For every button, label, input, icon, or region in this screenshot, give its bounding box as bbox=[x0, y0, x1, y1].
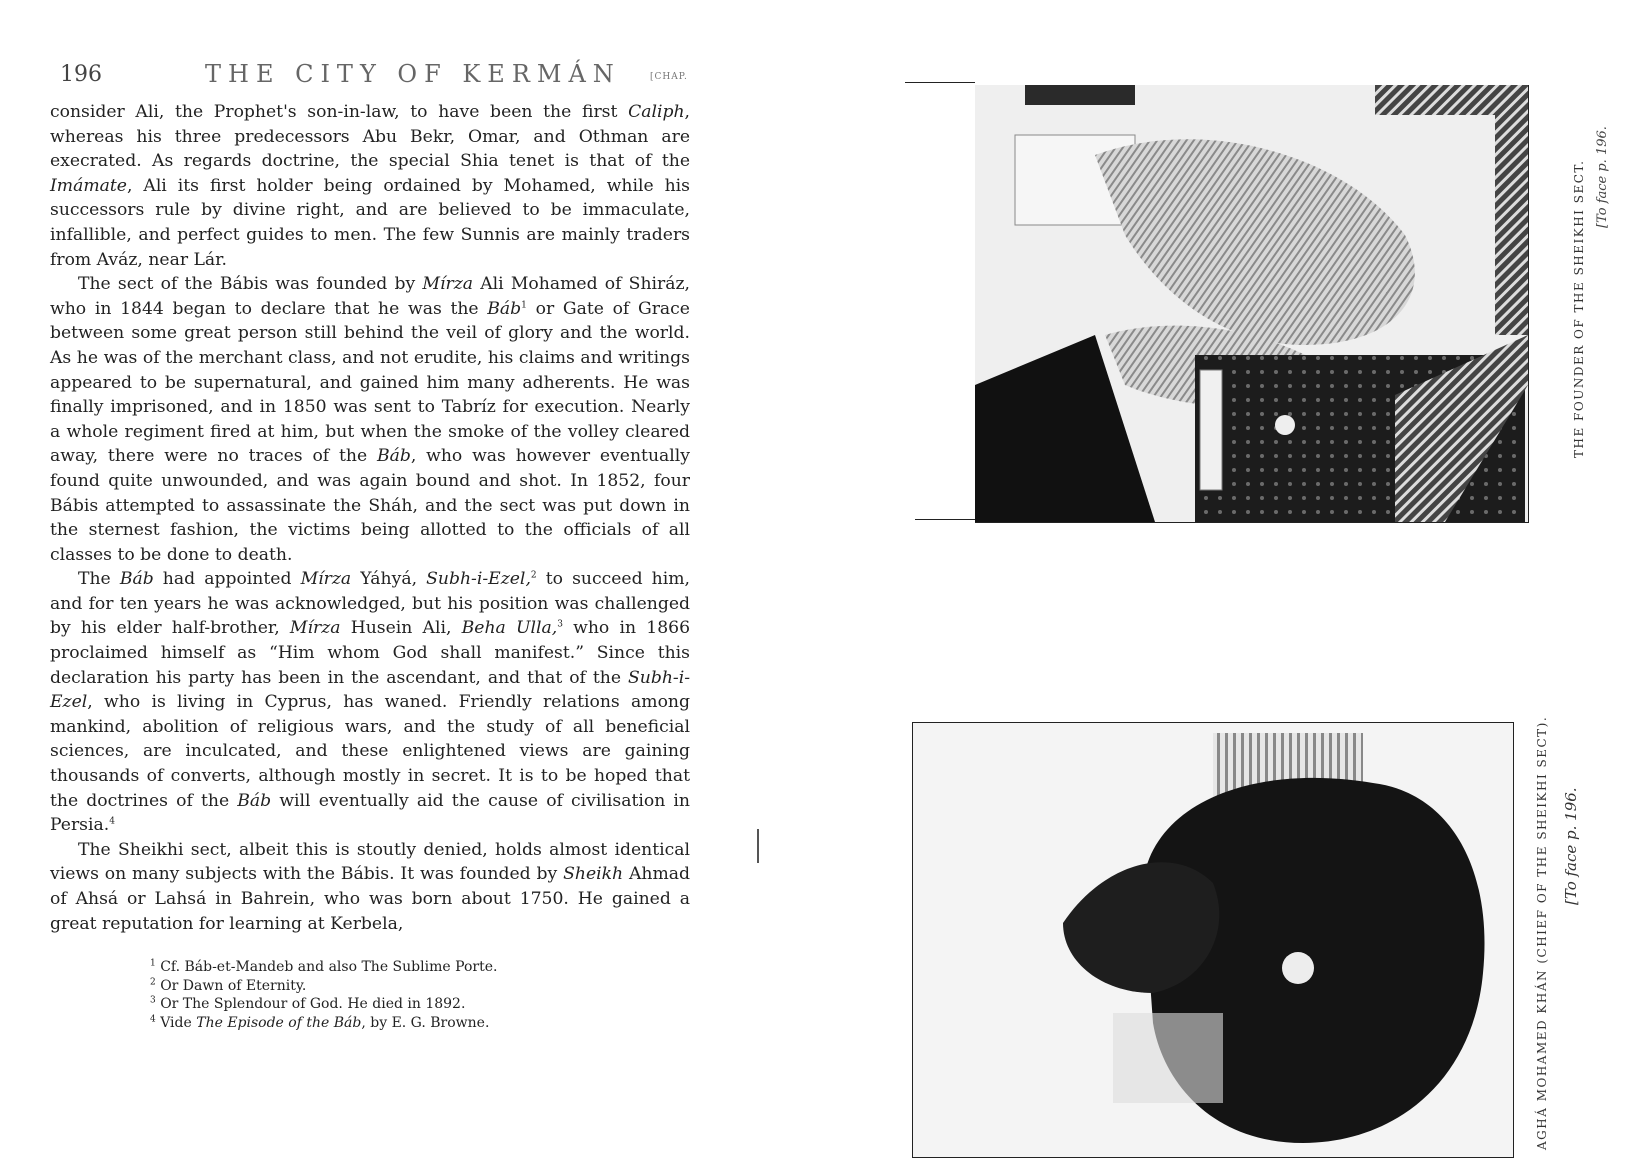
page-number: 196 bbox=[60, 62, 102, 87]
text-run: who in 1866 proclaimed himself as “Him whom God shall manifest.” Since this declaration his party has been in the ascendant, and that of the bbox=[50, 618, 690, 688]
left-page bbox=[50, 58, 690, 1033]
running-title-chapter: [CHAP. bbox=[650, 72, 688, 82]
text-run: to succeed him, and for ten years he was acknowledged, but his position was challenged by his elder half-brother, bbox=[50, 569, 690, 639]
italic-text: Beha Ulla bbox=[461, 618, 552, 639]
plate-chief-photo bbox=[912, 722, 1514, 1158]
italic-text: Sheikh bbox=[563, 864, 624, 885]
text-run: The sect of the Bábis was founded by bbox=[78, 274, 423, 295]
text-run: will eventually aid the cause of civilisation in Persia. bbox=[50, 790, 690, 836]
italic-text: The Episode of the Báb bbox=[196, 1014, 362, 1031]
plate-facing-note-founder: [To face p. 196. bbox=[1595, 126, 1610, 228]
italic-text: Báb bbox=[487, 298, 522, 319]
paragraph bbox=[50, 567, 690, 838]
text-run: Ali Mohamed of Shiráz, who in 1844 began to declare that he was the bbox=[50, 274, 691, 319]
text-run: Or Dawn of Eternity. bbox=[160, 977, 307, 994]
text-run: The Sheikhi sect, albeit this is stoutly denied, holds almost identical views on many subjects with the Bábis. It was founded by bbox=[50, 839, 690, 885]
text-run: Husein Ali, bbox=[340, 618, 462, 639]
footnote-ref: 2 bbox=[530, 570, 537, 581]
text-run: , who was however eventually found quite unwounded, and was again bound and shot. In 1852, four Bábis attempted to assassinate the Sháh, and the sect was put down in the sternest fashion, the victims being allotted to the officials of all classes to be done to death. bbox=[50, 446, 690, 565]
page-header bbox=[50, 58, 690, 94]
italic-text: Báb bbox=[376, 446, 411, 467]
text-run: consider Ali, the Prophet's son-in-law, to have been the first bbox=[50, 102, 629, 122]
footnote bbox=[150, 958, 690, 977]
italic-text: , bbox=[551, 618, 558, 639]
italic-text: Subh-i-Ezel bbox=[50, 667, 690, 713]
text-run: Or The Splendour of God. He died in 1892. bbox=[160, 996, 466, 1013]
footnote-mark: 1 bbox=[150, 958, 156, 969]
plate-caption-founder: THE FOUNDER OF THE SHEIKHI SECT. bbox=[1572, 159, 1586, 458]
italic-text: Caliph bbox=[628, 102, 685, 122]
footnote bbox=[150, 995, 690, 1014]
italic-text: Subh-i-Ezel bbox=[426, 569, 526, 590]
italic-text: Mírza bbox=[300, 569, 352, 590]
chief-photo-image bbox=[913, 723, 1513, 1157]
italic-text: Mírza bbox=[289, 618, 341, 639]
text-run: , who is living in Cyprus, has waned. Friendly relations among mankind, abolition of religious wars, and the study of all beneficial sciences, are inculcated, and these enlightened views are gaining thousands of converts, although mostly in secret. It is to be hoped that the doctrines of the bbox=[50, 692, 690, 811]
italic-text: Imámate bbox=[50, 175, 127, 196]
footnote-mark: 2 bbox=[150, 977, 156, 988]
footnote-ref: 3 bbox=[557, 619, 563, 630]
founder-photo-image bbox=[975, 85, 1528, 522]
text-run: The bbox=[78, 569, 120, 590]
text-run: or Gate of Grace between some great person still behind the veil of glory and the world. As he was of the merchant class, and not erudite, his claims and writings appeared to be supernatural, and gained him many adherents. He was finally imprisoned, and in 1850 was sent to Tabríz for execution. Nearly a whole regiment fired at him, but when the smoke of the volley cleared away, there were no traces of the bbox=[50, 298, 690, 467]
text-run: , by E. G. Browne. bbox=[361, 1014, 490, 1031]
gutter-mark bbox=[757, 829, 759, 863]
plate-caption-chief: AGHÁ MOHAMED KHÁN (CHIEF OF THE SHEIKHI SECT). bbox=[1535, 715, 1549, 1150]
italic-text: Báb bbox=[119, 569, 154, 590]
italic-text: Mírza bbox=[422, 274, 474, 295]
text-run: , whereas his three predecessors Abu Bekr, Omar, and Othman are execrated. As regards doctrine, the special Shia tenet is that of the bbox=[50, 102, 690, 172]
plate-facing-note-chief: [To face p. 196. bbox=[1562, 787, 1580, 905]
footnote-mark: 3 bbox=[150, 995, 156, 1006]
footnote bbox=[150, 977, 690, 996]
footnote-mark: 4 bbox=[150, 1014, 156, 1025]
running-title: THE CITY OF KERMÁN bbox=[205, 60, 621, 88]
plate-bottom-rule bbox=[915, 519, 975, 520]
italic-text: , bbox=[525, 569, 531, 590]
text-run: Vide bbox=[160, 1014, 197, 1031]
footnote-ref: 1 bbox=[521, 300, 527, 311]
paragraph bbox=[50, 838, 690, 936]
footnote-ref: 4 bbox=[109, 816, 115, 827]
body-text bbox=[50, 100, 690, 936]
paragraph bbox=[50, 272, 690, 567]
plate-top-rule bbox=[905, 82, 975, 83]
footnotes bbox=[50, 958, 690, 1032]
italic-text: Báb bbox=[237, 790, 272, 811]
paragraph bbox=[50, 100, 690, 272]
footnote bbox=[150, 1014, 690, 1033]
plate-founder-photo bbox=[975, 85, 1529, 523]
text-run: Ahmad of Ahsá or Lahsá in Bahrein, who was born about 1750. He gained a great reputation for learning at Kerbela, bbox=[50, 864, 691, 934]
text-run: had appointed bbox=[153, 569, 301, 590]
text-run: Cf. Báb-et-Mandeb and also The Sublime Porte. bbox=[160, 959, 498, 976]
text-run: , Ali its first holder being ordained by Mohamed, while his successors rule by divine right, and are believed to be immaculate, infallible, and perfect guides to men. The few Sunnis are mainly traders from Aváz, near Lár. bbox=[50, 175, 690, 270]
text-run: Yáhyá, bbox=[351, 569, 427, 590]
